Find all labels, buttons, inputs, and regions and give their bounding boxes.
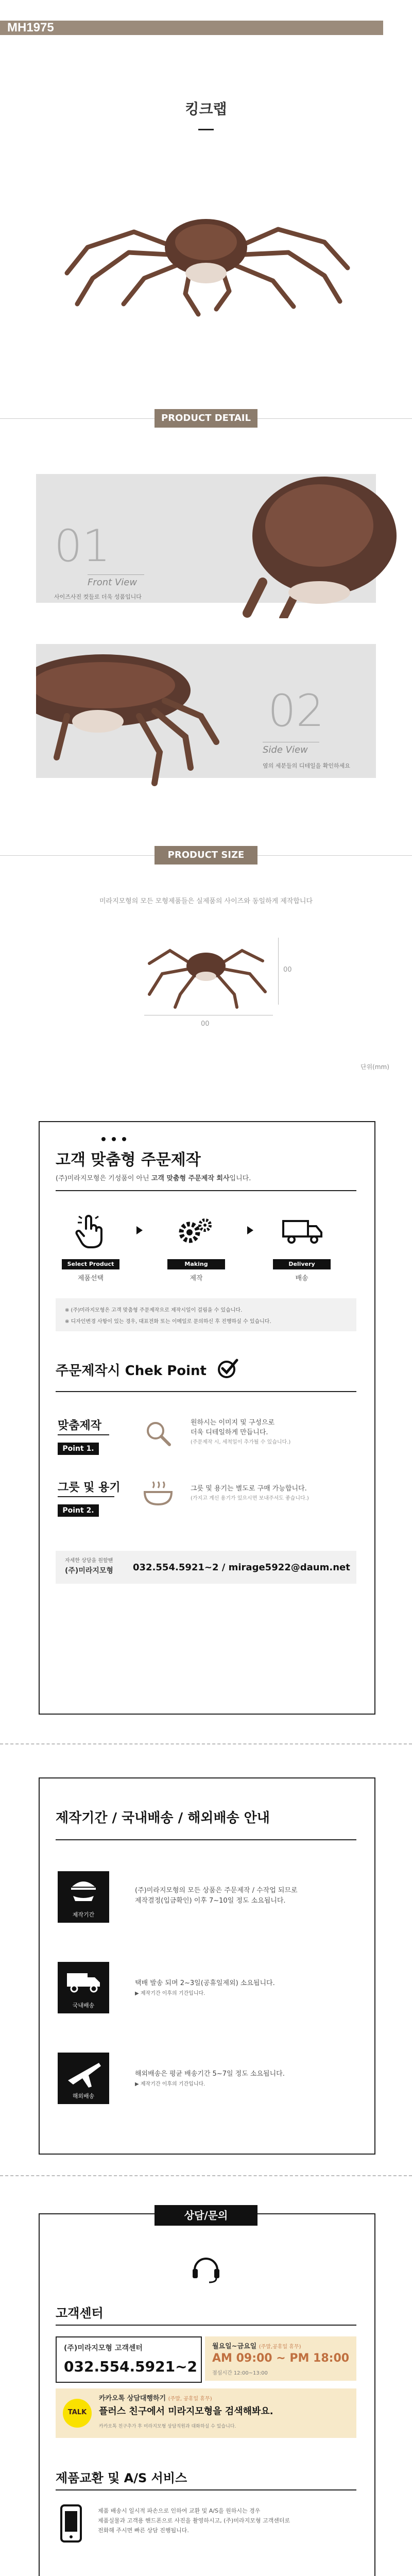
side-view-desc: 옆의 세분들의 디테일을 확인하세요 bbox=[263, 762, 350, 769]
height-value: 00 bbox=[283, 966, 292, 974]
checkpoint-divider bbox=[56, 1391, 356, 1392]
cs-divider bbox=[56, 2325, 356, 2326]
section-size-title: PRODUCT SIZE bbox=[154, 846, 258, 865]
kakao-search[interactable]: 플러스 친구에서 미라지모형을 검색해봐요. bbox=[99, 2406, 273, 2417]
delivery-truck-icon bbox=[282, 1217, 323, 1246]
step-select-label: Select Product bbox=[62, 1259, 119, 1269]
domestic-shipping-text: 택배 발송 되며 2~3일(공휴일제외) 소요됩니다. ▶ 제작기간 이후의 기간입니다. bbox=[135, 1979, 275, 1996]
mobile-phone-icon bbox=[60, 2504, 82, 2543]
cs-company: (주)미라지모형 고객센터 bbox=[64, 2344, 143, 2352]
side-view-image bbox=[36, 639, 232, 799]
step-making-label: Making bbox=[167, 1259, 225, 1269]
contact-label: (주)미라지모형 bbox=[65, 1567, 113, 1575]
order-title-emph: 맞춤형 bbox=[91, 1151, 136, 1169]
step-delivery-label: Delivery bbox=[273, 1259, 331, 1269]
order-divider bbox=[56, 1190, 356, 1191]
front-view-line bbox=[88, 574, 144, 575]
point1-underline bbox=[58, 1434, 109, 1435]
production-period-text: (주)미라지모형의 모든 상품은 주문제작 / 수작업 되므로 제작결정(입금확인) 이후 7~10일 정도 소요됩니다. bbox=[135, 1887, 298, 1905]
kakao-box bbox=[56, 2388, 356, 2438]
order-note: ※ (주)미라지모형은 고객 맞춤형 주문제작으로 제작시일이 걸림을 수 있습니다. bbox=[65, 1308, 243, 1313]
product-code: MH1975 bbox=[7, 21, 54, 35]
point2-tag: Point 2. bbox=[58, 1504, 99, 1517]
front-view-desc: 사이즈사진 컷들로 더욱 성품입니다 bbox=[54, 594, 142, 600]
contact-label-top: 자세한 상담을 원할땐 bbox=[65, 1558, 113, 1564]
dashed-divider bbox=[0, 1743, 412, 1744]
headset-icon bbox=[190, 2251, 222, 2284]
title-underline bbox=[198, 129, 214, 130]
bowl-icon bbox=[142, 1479, 175, 1510]
kakao-sub: 카카오톡 친구추가 후 미라지모형 상담직원과 대화하실 수 있습니다. bbox=[99, 2424, 236, 2429]
shipping-title: 제작기간 / 국내배송 / 해외배송 안내 bbox=[56, 1810, 270, 1826]
point1-text: 원하시는 이미지 및 구성으로 더욱 디테일하게 만듭니다. (주문제작 시, 세척일이 추가될 수 있습니다.) bbox=[191, 1419, 291, 1445]
point1-tag: Point 1. bbox=[58, 1443, 99, 1455]
contact-strip bbox=[56, 1551, 356, 1584]
side-view-label: Side View bbox=[263, 744, 308, 755]
cs-phone[interactable]: 032.554.5921~2 bbox=[64, 2358, 198, 2375]
arrow-right-icon bbox=[247, 1226, 253, 1234]
cs-hours-sub: 점심시간 12:00~13:00 bbox=[212, 2370, 268, 2376]
exchange-title: 제품교환 및 A/S 서비스 bbox=[56, 2471, 187, 2485]
point1-title: 맞춤제작 bbox=[58, 1419, 102, 1432]
overseas-shipping-tile bbox=[58, 2053, 109, 2104]
shipping-divider bbox=[56, 1839, 356, 1840]
section-detail-title: PRODUCT DETAIL bbox=[154, 409, 258, 428]
checkpoint-title: 주문제작시 Chek Point bbox=[56, 1363, 207, 1379]
kakao-talk-icon: TALK bbox=[63, 2399, 92, 2428]
exchange-divider bbox=[56, 2489, 356, 2490]
height-dimension-line bbox=[278, 938, 279, 1005]
cs-hours: AM 09:00 ~ PM 18:00 bbox=[212, 2352, 350, 2365]
checkmark-icon bbox=[216, 1357, 239, 1380]
front-view-label: Front View bbox=[88, 577, 138, 588]
hand-pointer-icon bbox=[75, 1213, 106, 1249]
point2-text: 그릇 및 용기는 별도로 구매 가능합니다. (가지고 계신 용기가 있으시면 보내주셔도 좋습니다.) bbox=[191, 1485, 309, 1501]
size-product-image bbox=[139, 933, 273, 1010]
front-view-number: 01 bbox=[54, 520, 111, 572]
order-note: ※ 디자인변경 사항이 있는 경우, 대표전화 또는 이메일로 문의하신 후 진행하실 수 있습니다. bbox=[65, 1319, 271, 1325]
cs-header: 상담/문의 bbox=[154, 2205, 258, 2226]
point2-title: 그릇 및 용기 bbox=[58, 1481, 121, 1494]
dashed-divider bbox=[0, 2175, 412, 2176]
width-value: 00 bbox=[201, 1020, 210, 1028]
domestic-shipping-label: 국내배송 bbox=[72, 2002, 95, 2009]
cs-phone-box bbox=[56, 2336, 202, 2383]
order-notes-box bbox=[56, 1298, 356, 1331]
production-period-tile bbox=[58, 1871, 109, 1923]
cs-center-title: 고객센터 bbox=[56, 2306, 104, 2320]
main-product-image bbox=[57, 170, 355, 330]
domestic-shipping-tile bbox=[58, 1962, 109, 2013]
arrow-right-icon bbox=[136, 1226, 143, 1234]
magnifier-icon bbox=[144, 1419, 172, 1447]
side-view-number: 02 bbox=[268, 685, 324, 737]
size-unit: 단위(mm) bbox=[360, 1063, 389, 1071]
order-title: 고객 맞춤형 주문제작 bbox=[56, 1151, 201, 1169]
product-title: 킹크랩 bbox=[185, 100, 227, 117]
front-view-image bbox=[242, 464, 397, 618]
contact-value: 032.554.5921~2 / mirage5922@daum.net bbox=[133, 1562, 350, 1573]
product-code-bar bbox=[0, 21, 383, 35]
title-dots bbox=[101, 1137, 127, 1142]
step-select-kor: 제품선택 bbox=[77, 1275, 104, 1282]
step-delivery-kor: 배송 bbox=[295, 1275, 308, 1282]
step-making-kor: 제작 bbox=[190, 1275, 203, 1282]
production-period-label: 제작기간 bbox=[72, 1911, 95, 1918]
order-subtitle: (주)미라지모형은 기성품이 아닌 고객 맞춤형 주문제작 회사입니다. bbox=[56, 1175, 251, 1182]
cs-hours-box bbox=[205, 2336, 356, 2381]
gears-icon bbox=[175, 1216, 216, 1247]
size-notice: 미라지모형의 모든 모형제품들은 실제품의 사이즈와 동일하게 제작합니다 bbox=[99, 897, 313, 905]
overseas-shipping-text: 해외배송은 평균 배송기간 5~7일 정도 소요됩니다. ▶ 제작기간 이후의 기간입니다. bbox=[135, 2070, 285, 2087]
overseas-shipping-label: 해외배송 bbox=[72, 2093, 95, 2099]
cs-hours-label: 월요일~금요일 (주말,공휴일 휴무) bbox=[212, 2343, 301, 2350]
point2-underline bbox=[58, 1496, 114, 1497]
kakao-title: 카카오톡 상담대행하기 (주말, 공휴일 휴무) bbox=[99, 2395, 212, 2402]
exchange-text: 제품 배송시 일시적 파손으로 인하여 교환 및 A/S을 원하시는 경우 제품실물과 고객용 핸드폰으로 사진을 촬영하시고, (주)미라지모형 고객센터로 전화해 주시면 빠른 상담 진행됩니다. bbox=[98, 2507, 290, 2534]
